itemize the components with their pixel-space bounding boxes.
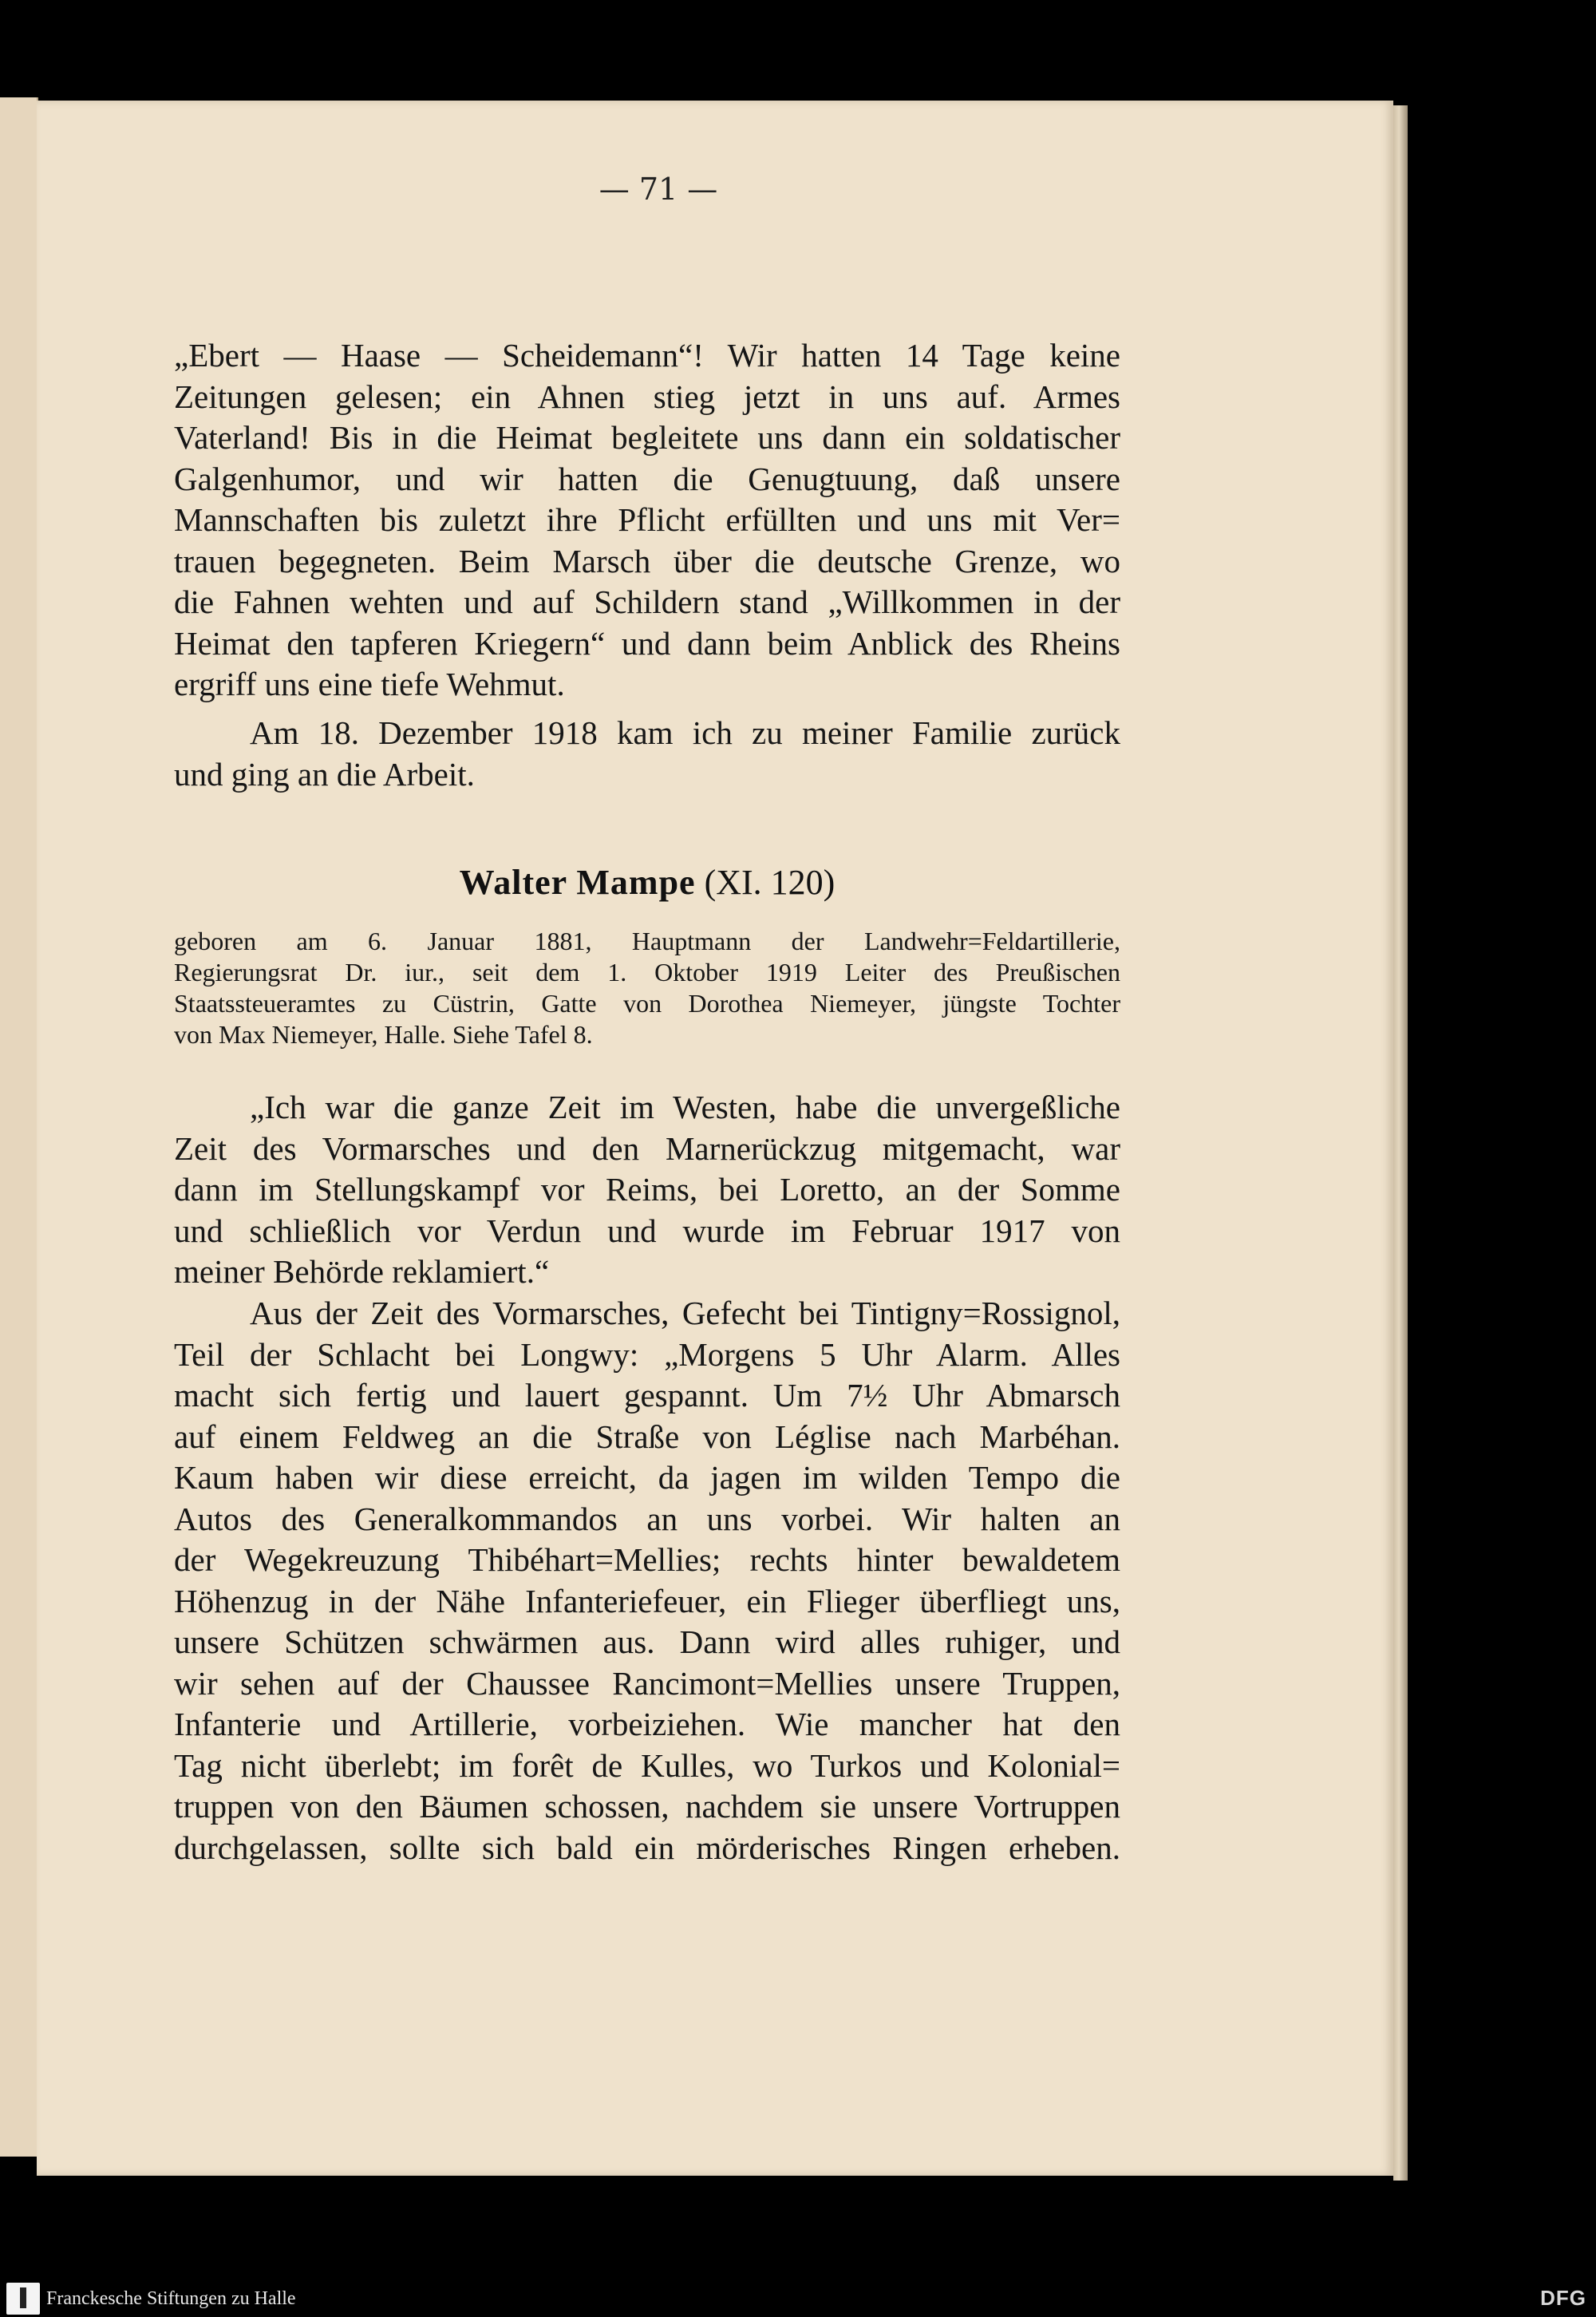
paragraph-3 bbox=[174, 1087, 1120, 1293]
paragraph-1 bbox=[174, 335, 1120, 706]
text-line: durchgelassen, sollte sich bald ein mörderisches Ringen erheben. bbox=[174, 1829, 1120, 1866]
text-line: und schließlich vor Verdun und wurde im Februar 1917 von bbox=[174, 1212, 1120, 1249]
text-line: Heimat den tapferen Kriegern“ und dann beim Anblick des Rheins bbox=[174, 624, 1120, 662]
text-line: ergriff uns eine tiefe Wehmut. bbox=[174, 666, 565, 702]
dfg-badge: DFG bbox=[1540, 2286, 1586, 2310]
text-line: trauen begegneten. Beim Marsch über die deutsche Grenze, wo bbox=[174, 542, 1120, 579]
text-line: Infanterie und Artillerie, vorbeiziehen. Wie mancher hat den bbox=[174, 1706, 1120, 1742]
text-line: Autos des Generalkommandos an uns vorbei. Wir halten an bbox=[174, 1500, 1120, 1537]
section-heading bbox=[174, 862, 1120, 903]
page-stack-edge bbox=[1393, 105, 1408, 2181]
text-line: „Ebert — Haase — Scheidemann“! Wir hatten 14 Tage keine bbox=[174, 337, 1120, 374]
bio-line: geboren am 6. Januar 1881, Hauptmann der Landwehr=Feldartillerie, bbox=[174, 927, 1120, 955]
text-line: Vaterland! Bis in die Heimat begleitete uns dann ein soldatischer bbox=[174, 419, 1120, 456]
bio-line: von Max Niemeyer, Halle. Siehe Tafel 8. bbox=[174, 1020, 593, 1049]
heading-reference: (XI. 120) bbox=[704, 863, 836, 902]
heading-name: Walter Mampe bbox=[459, 863, 696, 902]
text-line: die Fahnen wehten und auf Schildern stand „Willkommen in der bbox=[174, 583, 1120, 620]
text-line: truppen von den Bäumen schossen, nachdem sie unsere Vortruppen bbox=[174, 1788, 1120, 1825]
text-line: Tag nicht überlebt; im forêt de Kulles, wo Turkos und Kolonial= bbox=[174, 1746, 1120, 1784]
text-line: Zeitungen gelesen; ein Ahnen stieg jetzt in uns auf. Armes bbox=[174, 378, 1120, 415]
text-line: „Ich war die ganze Zeit im Westen, habe die unvergeßliche bbox=[250, 1089, 1120, 1125]
text-line: Kaum haben wir diese erreicht, da jagen im wilden Tempo die bbox=[174, 1459, 1120, 1496]
text-line: wir sehen auf der Chaussee Rancimont=Mellies unsere Truppen, bbox=[174, 1664, 1120, 1702]
institution-name: Franckesche Stiftungen zu Halle bbox=[46, 2288, 296, 2309]
text-line: und ging an die Arbeit. bbox=[174, 755, 475, 793]
text-line: Höhenzug in der Nähe Infanteriefeuer, ein Flieger überfliegt uns, bbox=[174, 1582, 1120, 1619]
left-page-edge bbox=[0, 97, 38, 2157]
text-line: auf einem Feldweg an die Straße von Léglise nach Marbéhan. bbox=[174, 1417, 1120, 1455]
text-line: Mannschaften bis zuletzt ihre Pflicht erfüllten und uns mit Ver= bbox=[174, 501, 1120, 538]
text-line: unsere Schützen schwärmen aus. Dann wird alles ruhiger, und bbox=[174, 1623, 1120, 1660]
paragraph-2 bbox=[174, 713, 1120, 795]
text-line: Am 18. Dezember 1918 kam ich zu meiner Familie zurück bbox=[250, 714, 1120, 751]
text-line: dann im Stellungskampf vor Reims, bei Loretto, an der Somme bbox=[174, 1171, 1120, 1208]
bio-note bbox=[174, 926, 1120, 1050]
text-line: macht sich fertig und lauert gespannt. Um 7½ Uhr Abmarsch bbox=[174, 1377, 1120, 1414]
bio-line: Staatssteueramtes zu Cüstrin, Gatte von Dorothea Niemeyer, jüngste Tochter bbox=[174, 989, 1120, 1018]
text-line: Aus der Zeit des Vormarsches, Gefecht bei Tintigny=Rossignol, bbox=[250, 1295, 1120, 1331]
institution-logo-icon bbox=[6, 2283, 40, 2315]
text-line: Galgenhumor, und wir hatten die Genugtuung, daß unsere bbox=[174, 460, 1120, 497]
text-line: meiner Behörde reklamiert.“ bbox=[174, 1253, 550, 1290]
bio-line: Regierungsrat Dr. iur., seit dem 1. Oktober 1919 Leiter des Preußischen bbox=[174, 958, 1120, 987]
page-number: — 71 — bbox=[598, 172, 718, 207]
text-line: Teil der Schlacht bei Longwy: „Morgens 5 Uhr Alarm. Alles bbox=[174, 1335, 1120, 1373]
text-line: der Wegekreuzung Thibéhart=Mellies; rechts hinter bewaldetem bbox=[174, 1541, 1120, 1578]
paragraph-4 bbox=[174, 1293, 1120, 1868]
text-line: Zeit des Vormarsches und den Marnerückzug mitgemacht, war bbox=[174, 1129, 1120, 1167]
